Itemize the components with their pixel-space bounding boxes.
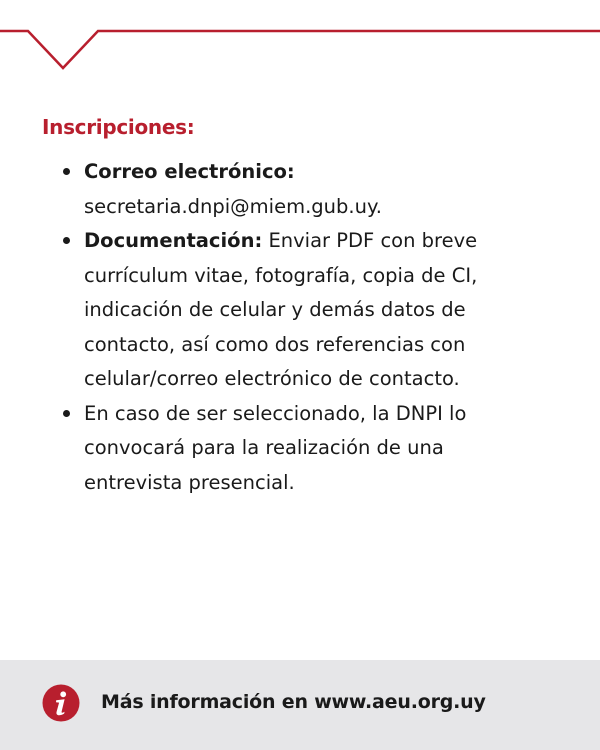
- top-chevron-decoration: [0, 0, 600, 80]
- bullet-icon: [63, 410, 70, 417]
- selection-line: convocará para la realización de una: [84, 436, 444, 459]
- selection-line: entrevista presencial.: [84, 470, 295, 494]
- info-icon: [42, 684, 80, 722]
- documentation-text: Enviar PDF con breve: [262, 229, 478, 252]
- documentation-line: celular/correo electrónico de contacto.: [84, 367, 460, 390]
- footer-link-text: Más información en www.aeu.org.uy: [101, 691, 486, 713]
- bullet-icon: [63, 237, 70, 244]
- list-item-line: [84, 155, 554, 190]
- selection-line: En caso de ser seleccionado, la DNPI lo: [84, 401, 467, 425]
- list-item-documentation: [84, 224, 554, 397]
- documentation-label: Documentación:: [84, 229, 263, 252]
- documentation-line: contacto, así como dos referencias con: [84, 332, 466, 356]
- documentation-line: indicación de celular y demás datos de: [84, 298, 466, 321]
- info-list: [84, 155, 554, 500]
- list-item-line: [84, 224, 554, 259]
- section-title: Inscripciones:: [42, 115, 195, 139]
- list-item-email: [84, 155, 554, 224]
- bullet-icon: [63, 168, 70, 175]
- list-item-selection: [84, 397, 554, 501]
- email-label: Correo electrónico:: [84, 160, 295, 183]
- documentation-line: currículum vitae, fotografía, copia de CI,: [84, 263, 478, 287]
- email-address: secretaria.dnpi@miem.gub.uy.: [84, 194, 382, 218]
